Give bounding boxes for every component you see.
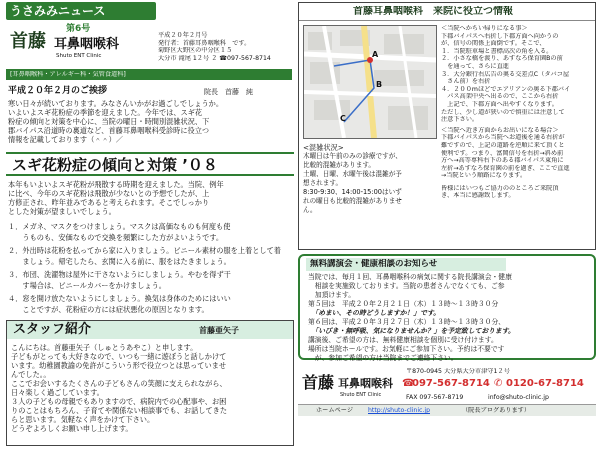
greeting-line: 粉症の傾向と対策を中心に、当院の曜日・時間別混雑状況、下 — [8, 117, 210, 126]
footer-phone[interactable]: 097-567-8714 — [412, 378, 490, 389]
pollen-intro-line: とした対策が望ましいでしょう。 — [8, 207, 116, 216]
masthead — [6, 2, 292, 84]
pollen-heading-bar — [6, 152, 294, 176]
congestion-line: れの曜日も比較的混雑がありませ — [303, 197, 402, 205]
freedial-icon: ✆ — [494, 378, 503, 389]
greeting-line: 情報を記載しております（＾＾）／ — [8, 135, 124, 144]
staff-section — [6, 320, 294, 446]
parking-line: 難ですので、上記の道路を逆順に来て頂くと — [441, 141, 565, 149]
congestion-line: 木曜日は午前のみの診療ですが、 — [303, 152, 402, 160]
route-line: ４．２００mほどでエアリアンの奥る下郡バイ — [441, 85, 571, 93]
clinic-logo-name: 耳鼻咽喉科 — [54, 37, 120, 52]
map-label-a: A — [372, 50, 379, 59]
lecture-line: 加頂けます。 — [308, 291, 356, 299]
pollen-intro-line: 方修正され、昨年並みであると考えられます。そこでしっかり — [8, 198, 210, 207]
greeting-line: 郡バイパス沿道時の裏道など、首藤耳鼻咽喉科受診時に役立つ — [8, 126, 210, 135]
staff-line: りのことはもちろん、子育てや関係ない相談事でも、お話してきた — [11, 406, 228, 415]
lecture-line: 場所は当院ホールです。お気軽にご参加下さい。予約は不要です — [308, 345, 505, 353]
staff-body — [11, 343, 291, 433]
pollen-items — [8, 222, 294, 314]
greeting-author: 院長 首藤 純 — [204, 88, 253, 96]
lecture-line: 相談を実施致しております。当院の患者さんでなくても、ご参 — [308, 282, 505, 290]
pollen-intro-line: 本年もいよいよスギ花粉が飛散する時期を迎えました。当院、例年 — [8, 180, 224, 189]
congestion-line: 8:30-9:30、14:00-15:00はいず — [303, 188, 402, 196]
pollen-item-line: ましょう。帰宅したら、玄関に入る前に、服をはたきましょう。 — [8, 257, 231, 266]
route-line: パス高架中央へ出るので、ここから右折 — [441, 93, 559, 101]
pollen-item-line: ３．布団、洗濯物は屋外に干さないようにしましょう。やむを得ず干 — [8, 270, 231, 279]
map-graphic — [304, 26, 436, 138]
greeting-heading: 平成２０年２月のご挨拶 — [8, 86, 108, 96]
greeting-body — [8, 99, 292, 144]
map-label-c: C — [340, 114, 346, 123]
lecture-line: が、参加ご希望の方は当院までご連絡下さい。 — [308, 354, 458, 362]
congestion-line: ん。 — [303, 206, 317, 214]
info-section — [298, 2, 596, 250]
parking-title: ＜当院へ近き方面からお出いになる場合＞ — [441, 126, 559, 134]
parking-line: 方へ→高等専科右下のある郡バイパス東角に — [441, 157, 564, 165]
route-line: 注意下さい。 — [441, 116, 479, 124]
footer-address: 〒870-0945 大分県大分市津守1２号 — [406, 368, 510, 375]
route-line: １．当院駐車場と書標高次の角を入る。 — [441, 47, 553, 55]
route-line: を通って、さらに直進 — [441, 62, 509, 70]
footer-fax: FAX 097-567-8719 — [406, 394, 464, 401]
parking-line: 便利です。つまり、富岡信号を右折→斜め前 — [441, 149, 564, 157]
lecture-heading: 無料講演会・健康相談のお知らせ — [310, 259, 438, 269]
clinic-footer — [298, 364, 596, 446]
pollen-item-line: ２．外出時は花粉を払ってから家に入りましょう。ビニール素材の服を上着として着 — [8, 246, 281, 255]
left-column — [2, 2, 294, 448]
pollen-intro-line: に比べ、今年のスギ花粉は飛散が少ないとの予想でしたが、上 — [8, 189, 210, 198]
homepage-label: ホームページ — [316, 407, 354, 414]
clinic-logo-sub: Shuto ENT Clinic — [56, 53, 102, 59]
footer-logo-kanji: 首藤 — [302, 373, 335, 392]
pollen-item-line: ４．窓を開け放たないようにしましょう。換気は身体のためにはいい — [8, 294, 231, 303]
phone-icon: ☎ — [402, 378, 415, 389]
clinic-logo-kanji: 首藤 — [10, 31, 46, 52]
staff-line: 日々楽しく過ごしています。 — [11, 388, 104, 397]
homepage-bar — [298, 404, 596, 416]
staff-line: んでした。。 — [11, 370, 51, 379]
blog-note: （院長ブログあります） — [462, 407, 531, 414]
staff-line: どうぞよろしくお願い申し上げます。 — [11, 424, 133, 433]
address-line-1: 菊野区大野区の中分区１５ — [158, 47, 233, 55]
lecture-body — [308, 273, 592, 363]
parking-line: 左折→あすなろ保育園の前を過ぎ、ここで直進 — [441, 164, 570, 172]
greeting-section — [8, 86, 292, 148]
pollen-item-line: １．メガネ、マスクをつけましょう。マスクは高価なものも何度も使 — [8, 222, 231, 231]
right-column — [298, 2, 598, 448]
congestion-line: 想されます。 — [303, 179, 343, 187]
pollen-item-line: うものも、安価なもので交換を頻繁にした方がよいようです。 — [8, 233, 224, 242]
masthead-info — [158, 32, 292, 62]
parking-line: →当院という順路になります。 — [441, 172, 527, 180]
pollen-item-line: ことですが、花粉症の方には症状悪化の原因となります。 — [8, 305, 209, 314]
staff-line: ３人の子どもの母親でもありますので、病院内での心配事や、お困 — [11, 397, 227, 406]
pollen-heading: スギ花粉症の傾向と対策 ’０８ — [12, 156, 218, 174]
route-line: 下郡バイパスへ右折し下郡方面へ向かうの — [441, 32, 559, 40]
congestion-line: 比較的混雑があります。 — [303, 161, 376, 169]
issue-number: 第6号 — [66, 24, 91, 34]
route-info — [441, 25, 593, 200]
lecture-line: 当院では、毎月１回、耳鼻咽喉科の病気に関する院長講演会・健康 — [308, 273, 512, 281]
parking-line: き、本当に感謝致します。 — [441, 192, 515, 200]
tagline-bar — [6, 69, 292, 80]
footer-freedial[interactable]: 0120-67-8714 — [506, 378, 584, 389]
lecture-line: 第６回は、平成２０年３月２７日（木）１３時～１３時３０分、 — [308, 318, 506, 326]
tagline: [耳鼻咽喉科・アレルギー科・気管食道科] — [10, 71, 126, 78]
congestion-box — [303, 143, 437, 247]
pollen-item-line: す場合は、ビニールカバーをかけましょう。 — [8, 281, 166, 290]
staff-name: 首藤亜矢子 — [199, 326, 239, 335]
access-map — [303, 25, 437, 139]
staff-line: ここでお会いするたくさんの子どもさんの笑顔に支えられながら、 — [11, 379, 227, 388]
lecture-line: 「いびき・無呼吸、気になりませんか？」を予定致しております。 — [308, 327, 515, 335]
pollen-section — [6, 152, 294, 316]
greeting-line: いよいよスギ花粉症の季節を迎えました。今年では、スギ花 — [8, 108, 203, 117]
map-label-b: B — [376, 80, 383, 89]
route-line: さん前）を右折 — [441, 78, 491, 86]
footer-logo-name: 耳鼻咽喉科 — [338, 377, 393, 390]
route-line: ３．大分銀行右広告の奥る交差点C（タバコ屋 — [441, 70, 570, 78]
lecture-header — [306, 258, 506, 271]
footer-logo-sub: Shuto ENT Clinic — [340, 392, 382, 398]
parking-line: 皆様にはいつもご協力ののところご来院頂 — [441, 184, 559, 192]
route-title: ＜当院へかちい帰りになる事＞ — [441, 25, 528, 32]
footer-email[interactable]: info@shuto-clinic.jp — [488, 394, 549, 401]
route-line: 上記で、下郡方面へ出やすくなります。 — [441, 100, 558, 108]
staff-heading-bar — [7, 321, 293, 339]
congestion-line: 土曜、日曜、水曜午後は混雑が予 — [303, 170, 402, 178]
newsletter-title-banner — [6, 2, 156, 20]
staff-line: らと思います。気軽なく声をかけて下さい。 — [11, 415, 155, 424]
pollen-intro — [8, 180, 294, 216]
address-line-2: 大分市 滝尾 1２号 ２ ☎097-567-8714 — [158, 54, 271, 62]
newsletter-title: うさみみニュース — [10, 4, 106, 18]
info-header — [299, 3, 595, 21]
lecture-section — [298, 254, 596, 360]
lecture-line: 「めまい、その時どうしますか！」です。 — [308, 309, 440, 317]
route-line: ２．小さな橋を渡り、あすなろ保育園Bの前 — [441, 55, 563, 63]
staff-line: こんにちは。首藤亜矢子（しゅとうあやこ）と申します。 — [11, 343, 198, 352]
homepage-url[interactable]: http://shuto-clinic.jp — [368, 407, 431, 414]
lecture-line: 講演後、ご希望の方は、無料健康相談を個別に受け付けます。 — [308, 336, 498, 344]
info-heading: 首藤耳鼻咽喉科 来院に役立つ情報 — [353, 6, 513, 17]
issue-date: 平成２０年２月号 — [158, 32, 208, 39]
parking-line: 下郡バイパスから当院へお道後を通る右折が — [441, 134, 565, 142]
route-line: が、信号の関係上面倒です。そこで、 — [441, 40, 546, 48]
route-line: ただし、少し道が狭いので慎重には注意して — [441, 108, 565, 116]
staff-line: 子どもがとっても大好きなので、いつも一緒に遊ぼうと話しかけて — [11, 352, 227, 361]
staff-line: います。幼稚園教諭の免許がこういう形で役立つとは思っていませ — [11, 361, 227, 370]
staff-heading: スタッフ紹介 — [13, 322, 92, 337]
congestion-title: <混雑状況> — [303, 143, 344, 152]
greeting-line: 寒い日々が続いております。みなさんいかがお過ごしでしょうか。 — [8, 99, 224, 108]
publisher: 発行者：首藤耳鼻咽喉科 です。 — [158, 39, 251, 47]
lecture-line: 第５回は 平成２０年２月２１日（木）１３時～１３時３０分 — [308, 300, 499, 308]
